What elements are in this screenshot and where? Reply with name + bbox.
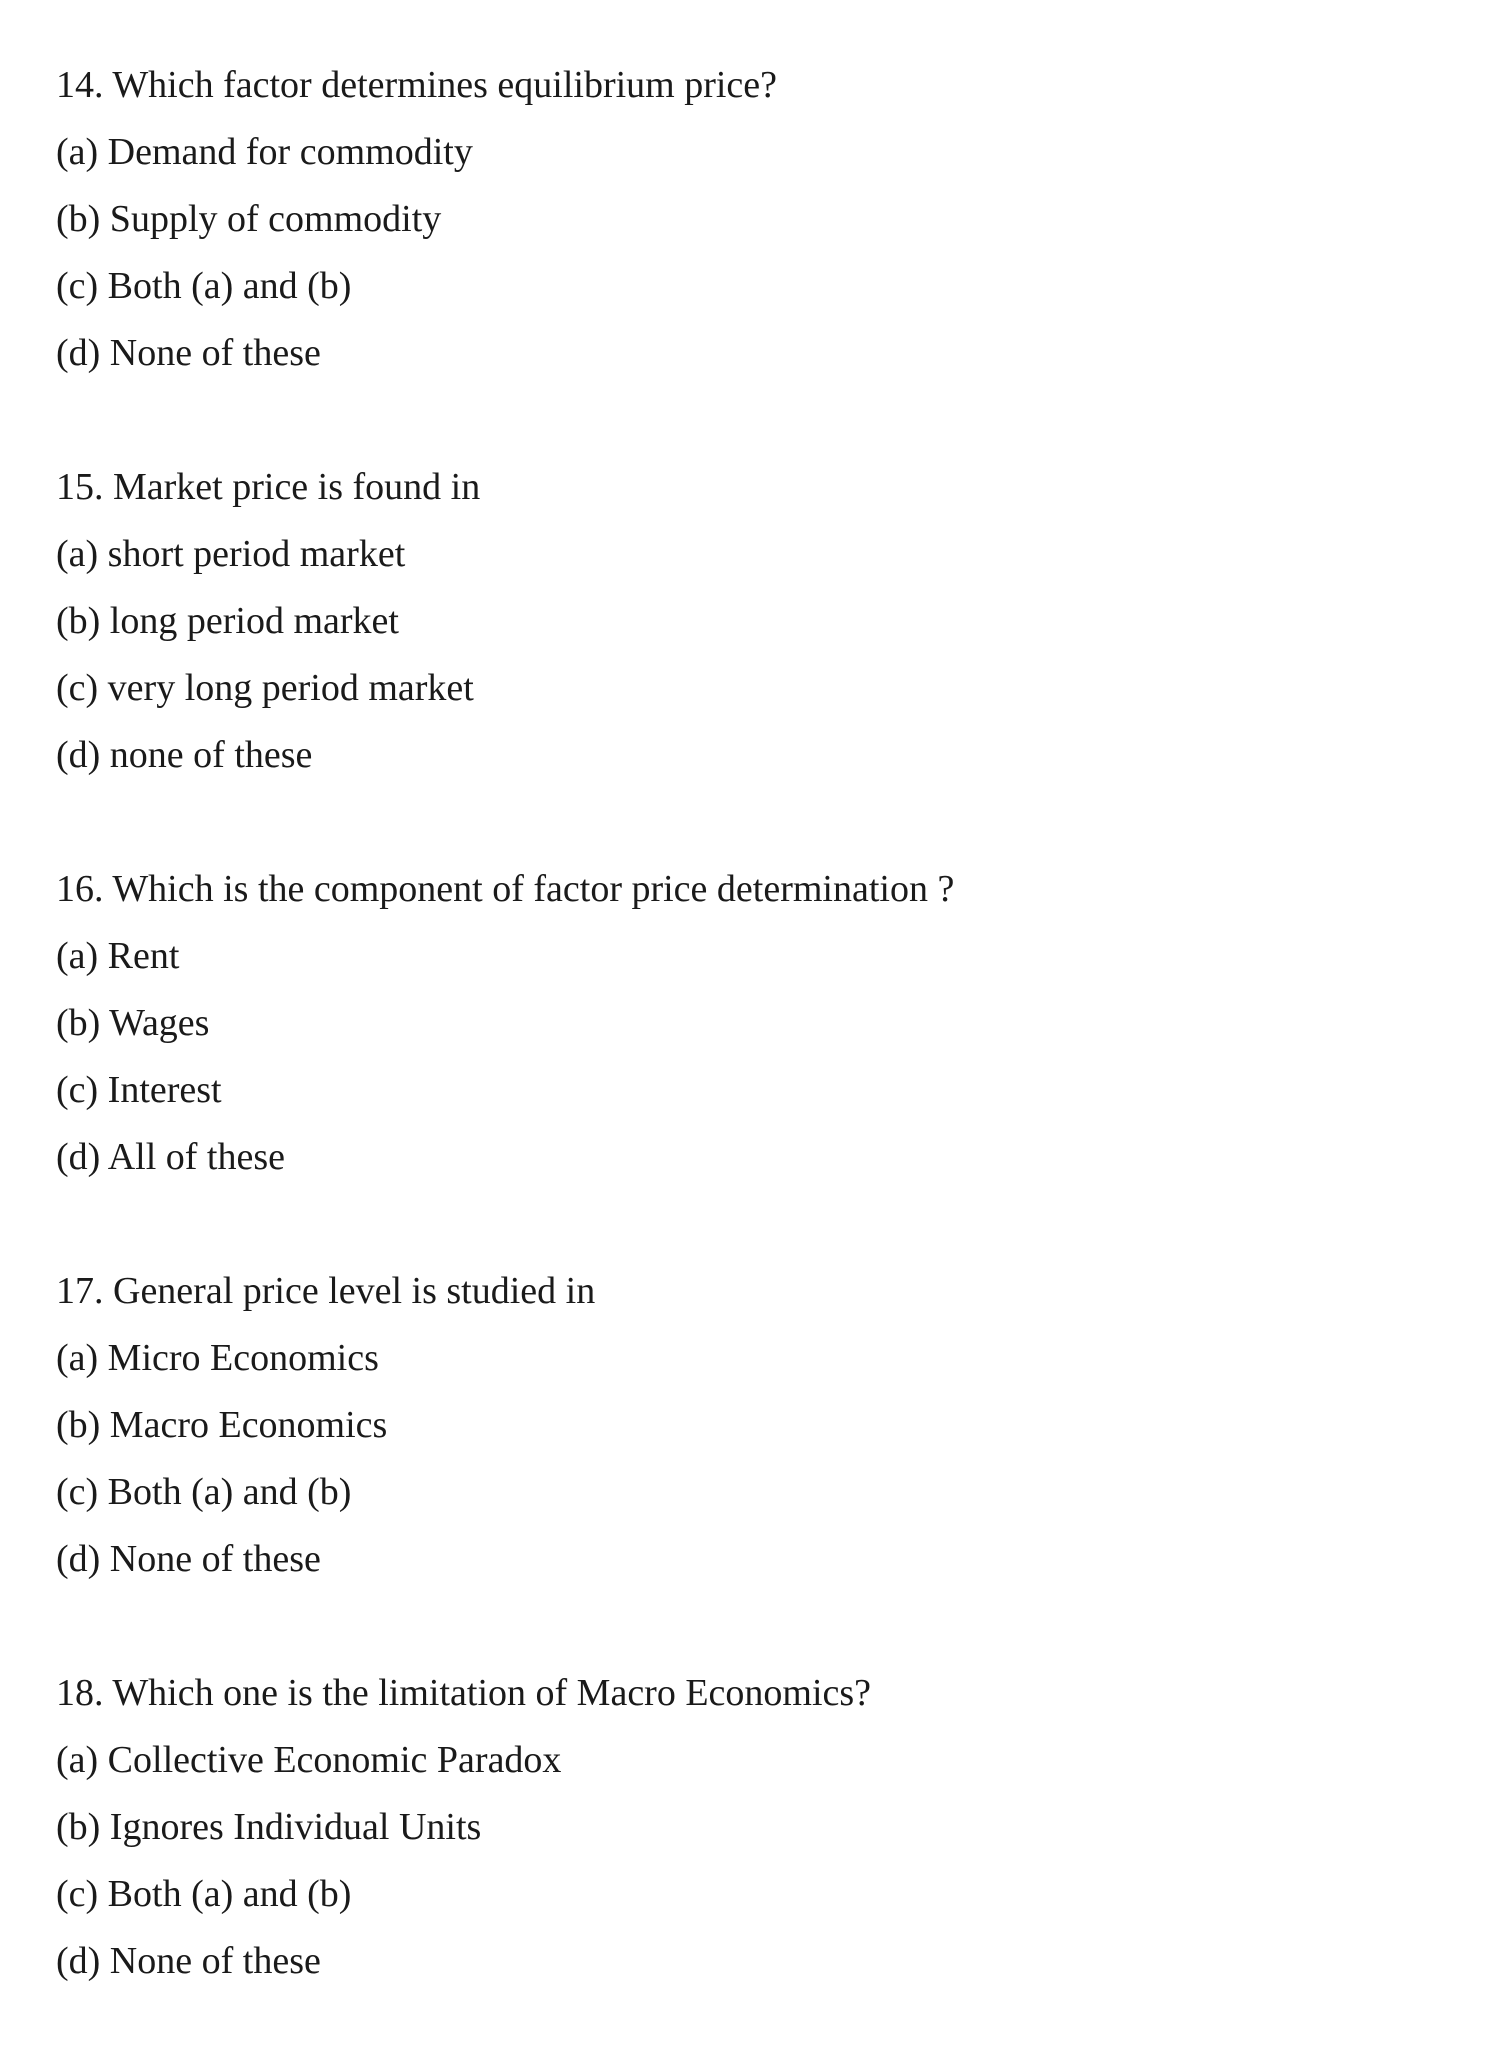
option-d: (d) none of these	[56, 734, 313, 776]
question-18	[56, 1660, 1456, 1995]
option-c: (c) Both (a) and (b)	[56, 1471, 352, 1513]
option-c: (c) very long period market	[56, 667, 474, 709]
question-16	[56, 856, 1456, 1191]
option-a: (a) Micro Economics	[56, 1337, 379, 1379]
question-text: 16. Which is the component of factor price determination ?	[56, 868, 955, 910]
option-d: (d) None of these	[56, 1940, 321, 1982]
option-b: (b) Wages	[56, 1002, 210, 1044]
option-d: (d) None of these	[56, 332, 321, 374]
option-b: (b) Macro Economics	[56, 1404, 388, 1446]
document-page	[56, 52, 1456, 2062]
option-d: (d) None of these	[56, 1538, 321, 1580]
question-text: 15. Market price is found in	[56, 466, 481, 508]
question-text: 17. General price level is studied in	[56, 1270, 596, 1312]
question-15	[56, 454, 1456, 789]
option-a: (a) Rent	[56, 935, 180, 977]
option-c: (c) Interest	[56, 1069, 222, 1111]
option-b: (b) Supply of commodity	[56, 198, 442, 240]
question-text: 18. Which one is the limitation of Macro Economics?	[56, 1672, 872, 1714]
option-c: (c) Both (a) and (b)	[56, 1873, 352, 1915]
option-a: (a) short period market	[56, 533, 406, 575]
option-c: (c) Both (a) and (b)	[56, 265, 352, 307]
question-17	[56, 1258, 1456, 1593]
option-d: (d) All of these	[56, 1136, 286, 1178]
question-text: 14. Which factor determines equilibrium price?	[56, 64, 778, 106]
question-14	[56, 52, 1456, 387]
option-a: (a) Demand for commodity	[56, 131, 473, 173]
option-b: (b) Ignores Individual Units	[56, 1806, 482, 1848]
option-b: (b) long period market	[56, 600, 399, 642]
option-a: (a) Collective Economic Paradox	[56, 1739, 562, 1781]
